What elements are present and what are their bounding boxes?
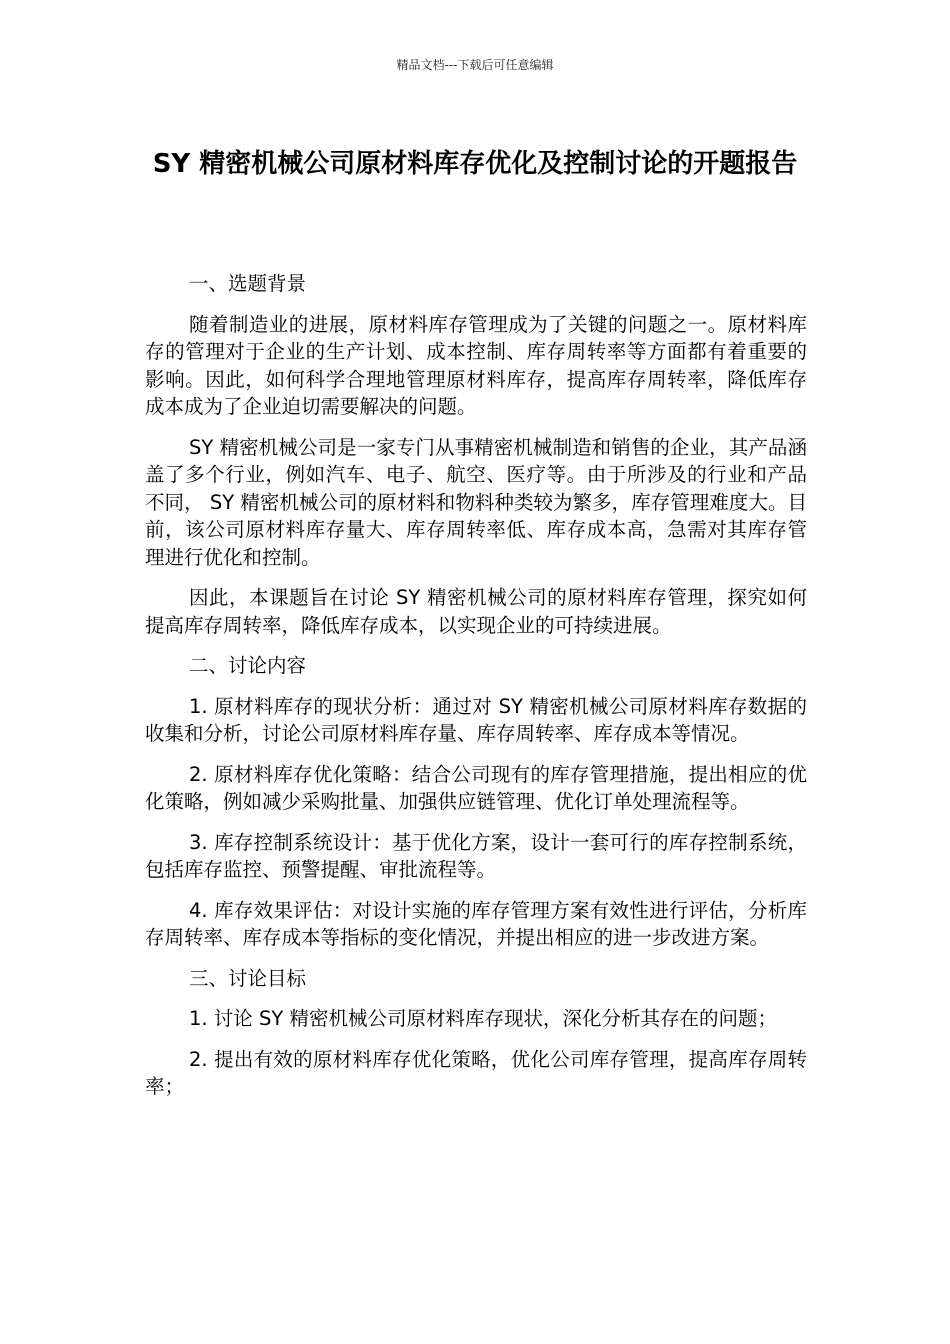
content-item: 4. 库存效果评估：对设计实施的库存管理方案有效性进行评估，分析库存周转率、库存成本等指标的变化情况，并提出相应的进一步改进方案。 <box>145 898 807 949</box>
section-heading-goals: 三、讨论目标 <box>189 966 307 990</box>
goal-item: 2. 提出有效的原材料库存优化策略，优化公司库存管理，提高库存周转率； <box>145 1047 807 1098</box>
section-heading-content: 二、讨论内容 <box>189 654 307 677</box>
goal-item: 1. 讨论 SY 精密机械公司原材料库存现状，深化分析其存在的问题； <box>189 1007 777 1030</box>
background-paragraph: 随着制造业的进展，原材料库存管理成为了关键的问题之一。原材料库存的管理对于企业的生产计划、成本控制、库存周转率等方面都有着重要的影响。因此，如何科学合理地管理原材料库存，提高库存周转率，降低库存成本成为了企业迫切需要解决的问题。 <box>145 312 807 418</box>
content-item: 3. 库存控制系统设计：基于优化方案，设计一套可行的库存控制系统，包括库存监控、预警提醒、审批流程等。 <box>145 830 807 881</box>
header-note: 精品文档---下载后可任意编辑 <box>396 58 554 72</box>
document-body <box>145 270 807 1114</box>
section-heading-background: 一、选题背景 <box>189 272 307 295</box>
content-item: 2. 原材料库存优化策略：结合公司现有的库存管理措施，提出相应的优化策略，例如减少采购批量、加强供应链管理、优化订单处理流程等。 <box>145 762 807 813</box>
content-item: 1. 原材料库存的现状分析：通过对 SY 精密机械公司原材料库存数据的收集和分析，讨论公司原材料库存量、库存周转率、库存成本等情况。 <box>145 694 807 745</box>
background-paragraph: SY 精密机械公司是一家专门从事精密机械制造和销售的企业，其产品涵盖了多个行业，例如汽车、电子、航空、医疗等。由于所涉及的行业和产品不同， SY 精密机械公司的原材料和物料种类较为繁多，库存管理难度大。目前，该公司原材料库存量大、库存周转率低、库存成本高，急需对其库存管理进行优化和控制。 <box>145 435 807 569</box>
document-title: SY 精密机械公司原材料库存优化及控制讨论的开题报告 <box>152 149 798 179</box>
background-paragraph: 因此，本课题旨在讨论 SY 精密机械公司的原材料库存管理，探究如何提高库存周转率，降低库存成本，以实现企业的可持续进展。 <box>145 586 807 637</box>
